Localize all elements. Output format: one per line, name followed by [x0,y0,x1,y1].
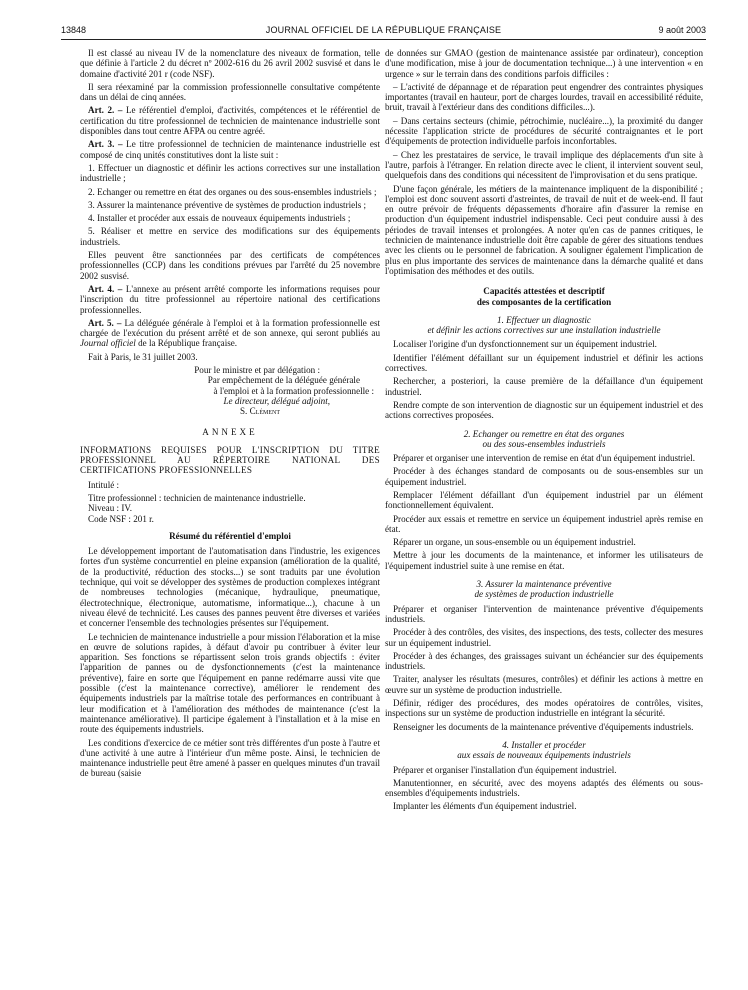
annexe-title: INFORMATIONS REQUISES POUR L'INSCRIPTION DU TITRE PROFESSIONNEL AU RÉPERTOIRE NATIONAL DES CERTIFICATIONS PROFESSIONNELLES [80,444,380,476]
paragraph: Rechercher, a posteriori, la cause première de la défaillance d'un équipement industriel. [385,376,703,397]
subsection-title: de systèmes de production industrielle [474,589,614,600]
paragraph: Traiter, analyser les résultats (mesures, contrôles) et définir les actions à mettre en œuvre sur un système de production industrielle. [385,674,703,695]
paragraph: – L'activité de dépannage et de réparation peut engendrer des contraintes physiques importantes (travail en hauteur, port de charges lourdes, travail en accessibilité réduite, bruit, travail à l'extérieur dans des conditions difficiles...). [385,81,703,113]
paragraph: Mettre à jour les documents de la maintenance, et informer les utilisateurs de l'équipement industriel suite à une remise en état. [385,550,703,571]
article-label: Art. 3. – [88,139,123,150]
paragraph: Implanter les éléments d'un équipement industriel. [393,801,577,812]
list-item: 5. Réaliser et mettre en service des modifications sur des équipements industriels. [80,226,380,247]
paragraph: Le technicien de maintenance industrielle a pour mission l'élaboration et la mise en œuvre de solutions rapides, à défaut d'avoir pu contribuer à éviter leur apparition. Ses fonctions se répartissent selon trois grands objectifs : éviter l'apparition de pannes ou de dysfonctionnements (c'est la maintenance préventive), faire en sorte que l'équipement en panne redémarre aussi vite que possible (c'est la maintenance corrective), améliorer le rendement des équipements industriels par la maîtrise totale des performances en contribuant à leur modification et à l'amélioration des méthodes de maintenance (c'est la maintenance améliorative). Il participe également à l'installation et à la mise en route des équipements industriels. [80,631,380,735]
paragraph: Manutentionner, en sécurité, avec des moyens adaptés des éléments ou sous-ensembles d'équipements industriels. [385,777,703,799]
paragraph: Préparer et organiser l'installation d'un équipement industriel. [393,764,617,775]
paragraph: Procéder à des contrôles, des visites, des inspections, des tests, collecter des mesures sur un équipement industriel. [385,627,703,648]
signature-line: Pour le ministre et par délégation : [194,365,320,376]
paragraph: Préparer et organiser une intervention de remise en état d'un équipement industriel. [393,453,695,464]
list-item: 1. Effectuer un diagnostic et définir les actions correctives sur une installation industrielle ; [80,162,380,184]
subsection-title: 3. Assurer la maintenance préventive [476,579,612,590]
paragraph: Remplacer l'élément défaillant d'un équipement industriel par un élément fonctionnellement équivalent. [385,489,703,511]
paragraph: Renseigner les documents de la maintenance préventive d'équipements industriels. [393,721,694,732]
signatory-name: S. Clément [240,406,280,417]
subsection-title: aux essais de nouveaux équipements industriels [457,750,631,761]
article-3: Art. 3. – Le titre professionnel de technicien de maintenance industrielle est composé de cinq unités constitutives dont la liste suit : [80,139,380,160]
titre: Titre professionnel : technicien de maintenance industrielle. [88,492,306,503]
list-item: 4. Installer et procéder aux essais de nouveaux équipements industriels ; [88,213,351,224]
subsection-title: 1. Effectuer un diagnostic [497,314,591,325]
section-title: Capacités attestées et descriptif [483,286,605,297]
paragraph: – Dans certains secteurs (chimie, pétrochimie, nucléaire...), la proximité du danger nécessite l'application stricte de procédures de sécurité contraignantes et le port d'équipements de protection individuelle parfois inconfortables. [385,115,703,147]
publication-date: 9 août 2003 [658,25,706,35]
paragraph: Préparer et organiser l'intervention de maintenance préventive d'équipements industriels. [385,603,703,624]
paragraph: Il est classé au niveau IV de la nomenclature des niveaux de formation, telle que définie à l'article 2 du décret nº 2002-616 du 26 avril 2002 susvisé et dans le domaine d'activité 201 r (code NSF). [80,48,380,79]
article-4: Art. 4. – L'annexe au présent arrêté comporte les informations requises pour l'inscription du titre professionnel au répertoire national des certifications professionnelles. [80,283,380,315]
subsection-title: 2. Echanger ou remettre en état des organes [463,428,625,439]
code-nsf: Code NSF : 201 r. [88,513,154,524]
article-label: Art. 2. – [88,105,123,116]
right-column [385,48,703,815]
annexe-heading: ANNEXE [202,426,258,437]
paragraph: Procéder aux essais et remettre en service un équipement industriel après remise en état. [385,513,703,534]
subsection-title: 4. Installer et procéder [502,739,586,750]
list-item: 2. Echanger ou remettre en état des organes ou des sous-ensembles industriels ; [88,186,377,197]
signature-line: Le directeur, délégué adjoint, [223,395,330,406]
paragraph: Elles peuvent être sanctionnées par des certificats de compétences professionnelles (CCP) dans les conditions prévues par l'arrêté du 25 novembre 2002 susvisé. [80,250,380,281]
subsection-title: ou des sous-ensembles industriels [482,438,606,449]
article-2: Art. 2. – Le référentiel d'emploi, d'activités, compétences et le référentiel de certification du titre professionnel de technicien de maintenance industrielle sont disponibles dans tout centre AFPA ou centre agréé. [80,105,380,137]
signature-line: à l'emploi et à la formation professionnelle : [213,385,374,396]
paragraph: de données sur GMAO (gestion de maintenance assistée par ordinateur), conception d'une modification, mise à jour de documentation technique...) à une intervention « en urgence » sur le terrain dans des conditions parfois difficiles : [385,48,703,79]
paragraph: Il sera réexaminé par la commission professionnelle consultative compétente dans un délai de cinq années. [80,81,380,103]
paragraph: Le développement important de l'automatisation dans l'industrie, les exigences fortes d'un système concurrentiel en pleine expansion (amélioration de la qualité, de la productivité, réduction des stocks...) se sont traduits par une évolution technique, qui voit se développer des systèmes de production complexes intégrant de nombreuses technologies (mécanique, hydraulique, pneumatique, électrotechnique, électronique, automatisme, informatique...), chacune à un niveau élevé de technicité. Les causes des pannes peuvent être diverses et variées et concerner l'ensemble des technologies présentes sur l'équipement. [80,546,380,629]
section-title: des composantes de la certification [476,296,612,307]
intitule: Intitulé : [88,479,120,490]
paragraph: Réparer un organe, un sous-ensemble ou un équipement industriel. [393,537,636,548]
paragraph: Procéder à des échanges standard de composants ou de sous-ensembles sur un équipement industriel. [385,466,703,487]
list-item: 3. Assurer la maintenance préventive de systèmes de production industriels ; [88,199,367,210]
paragraph: Localiser l'origine d'un dysfonctionnement sur un équipement industriel. [393,339,657,350]
article-label: Art. 4. – [88,283,123,294]
fait-a-paris: Fait à Paris, le 31 juillet 2003. [88,351,198,362]
paragraph: Procéder à des échanges, des graissages suivant un échéancier sur des équipements industriels. [385,650,703,672]
header-rule [61,39,706,40]
paragraph: – Chez les prestataires de service, le travail implique des déplacements d'un site à l'autre, parfois à l'étranger. En relation directe avec le client, il intervient souvent seul, quelquefois dans des conditions qui nécessitent de l'improvisation et du sens pratique. [385,149,703,181]
paragraph: Les conditions d'exercice de ce métier sont très différentes d'un poste à l'autre et d'une activité à une autre à l'intérieur d'un même poste. Ainsi, le technicien de maintenance industrielle peut être amené à passer en quelques minutes d'un travail de bureau (saisie [80,737,380,779]
subsection-title: et définir les actions correctives sur une installation industrielle [427,325,661,336]
left-column [80,48,380,782]
paragraph: Rendre compte de son intervention de diagnostic sur un équipement industriel et des actions correctives proposées. [385,399,703,421]
journal-title: JOURNAL OFFICIEL DE LA RÉPUBLIQUE FRANÇAISE [265,25,502,35]
page-number: 13848 [61,25,87,35]
paragraph: Définir, rédiger des procédures, des modes opératoires de contrôles, visites, inspections sur un système de production industrielle en intégrant la sécurité. [385,698,703,719]
paragraph: Identifier l'élément défaillant sur un équipement industriel et définir les actions correctives. [385,352,703,374]
article-5: Art. 5. – La déléguée générale à l'emploi et à la formation professionnelle est chargée de l'exécution du présent arrêté et de son annexe, qui seront publiés au Journal officiel de la République française. [80,317,381,349]
article-label: Art. 5. – [88,317,122,328]
signature-line: Par empêchement de la déléguée générale [207,375,360,386]
niveau: Niveau : IV. [88,503,133,514]
section-title: Résumé du référentiel d'emploi [169,530,291,541]
paragraph: D'une façon générale, les métiers de la maintenance impliquent de la disponibilité ; l'emploi est donc souvent assorti d'astreintes, de travail de nuit et de week-end. Il faut en outre prévoir de fréquents dépassements d'horaire afin d'assurer la remise en production d'un équipement industriel indispensable. Ceci peut conduire aussi à des périodes de travail intenses et prolongées. A noter qu'en cas de pannes critiques, le technicien de maintenance industrielle doit être capable de gérer des situations tendues avec les clients ou le personnel de fabrication. A souligner également l'implication de plus en plus importante des services de maintenance dans la démarche qualité et dans l'optimisation des méthodes et des outils. [385,183,703,276]
